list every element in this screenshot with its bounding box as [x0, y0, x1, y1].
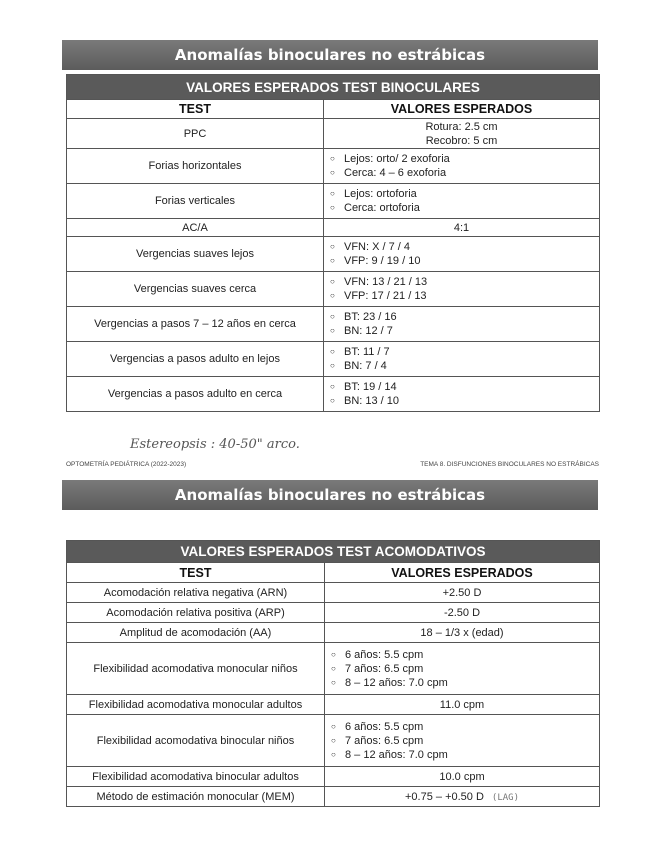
- expected-value-cell: [324, 119, 600, 149]
- table-row: [67, 643, 600, 695]
- expected-value-cell: [324, 184, 600, 219]
- value-item: ○ VFN: X / 7 / 4: [330, 240, 593, 254]
- test-name-cell: Flexibilidad acomodativa monocular niños: [67, 643, 325, 695]
- value-list: [330, 345, 593, 373]
- table-row: [67, 237, 600, 272]
- accommodative-table-body: [67, 583, 600, 807]
- test-name-cell: Acomodación relativa negativa (ARN): [67, 583, 325, 603]
- value-item: ○ Cerca: ortoforia: [330, 201, 593, 215]
- test-name-cell: Acomodación relativa positiva (ARP): [67, 603, 325, 623]
- value-item: ○ BT: 23 / 16: [330, 310, 593, 324]
- value-item: ○ BN: 12 / 7: [330, 324, 593, 338]
- test-name-cell: Flexibilidad acomodativa binocular niños: [67, 715, 325, 767]
- value-text: 11.0 cpm: [439, 698, 485, 711]
- value-list: [330, 240, 593, 268]
- value-item: ○ VFP: 9 / 19 / 10: [330, 254, 593, 268]
- expected-value-cell: [325, 623, 600, 643]
- expected-value-cell: [325, 583, 600, 603]
- handwritten-lag-note: (LAG): [491, 792, 519, 803]
- value-item: ○ VFN: 13 / 21 / 13: [330, 275, 593, 289]
- table-row: [67, 715, 600, 767]
- table-row: [67, 342, 600, 377]
- expected-value-cell: [324, 149, 600, 184]
- value-item: ○ Cerca: 4 – 6 exoforia: [330, 166, 593, 180]
- table-row: [67, 767, 600, 787]
- table-title-2: VALORES ESPERADOS TEST ACOMODATIVOS: [67, 541, 600, 563]
- table-row: [67, 219, 600, 237]
- header-course: OPTOMETRÍA PEDIÁTRICA (2022-2023): [66, 461, 187, 468]
- value-text: +2.50 D: [442, 586, 482, 599]
- expected-value-cell: [325, 767, 600, 787]
- value-text: 10.0 cpm: [439, 770, 485, 783]
- value-item: ○ BN: 13 / 10: [330, 394, 593, 408]
- expected-value-cell: [324, 272, 600, 307]
- test-name-cell: Flexibilidad acomodativa monocular adultos: [67, 695, 325, 715]
- value-item: ○ 8 – 12 años: 7.0 cpm: [331, 748, 593, 762]
- test-name-cell: Vergencias suaves cerca: [67, 272, 324, 307]
- table-row: [67, 272, 600, 307]
- expected-value-cell: [325, 603, 600, 623]
- value-text: 18 – 1/3 x (edad): [420, 626, 504, 639]
- column-header-values-2: VALORES ESPERADOS: [325, 563, 600, 583]
- test-name-cell: PPC: [67, 119, 324, 149]
- value-list: [331, 720, 593, 762]
- value-line: Recobro: 5 cm: [425, 134, 498, 147]
- test-name-cell: Vergencias suaves lejos: [67, 237, 324, 272]
- expected-value-cell: [324, 377, 600, 412]
- expected-value-cell: [325, 695, 600, 715]
- test-name-cell: Forias horizontales: [67, 149, 324, 184]
- expected-value-cell: [324, 219, 600, 237]
- value-list: [330, 152, 593, 180]
- test-name-cell: Forias verticales: [67, 184, 324, 219]
- test-name-cell: Método de estimación monocular (MEM): [67, 787, 325, 807]
- binocular-table-body: [67, 119, 600, 412]
- expected-value-cell: [325, 787, 600, 807]
- value-text: +0.75 – +0.50 D: [405, 790, 484, 803]
- column-header-test: TEST: [67, 100, 324, 119]
- table-row: [67, 149, 600, 184]
- table-row: [67, 184, 600, 219]
- value-item: ○ BT: 19 / 14: [330, 380, 593, 394]
- table-title: VALORES ESPERADOS TEST BINOCULARES: [67, 75, 600, 100]
- test-name-cell: AC/A: [67, 219, 324, 237]
- value-list: [331, 648, 593, 690]
- table-row: [67, 307, 600, 342]
- binocular-table-wrapper: [66, 74, 599, 412]
- value-list: [330, 187, 593, 215]
- table-row: [67, 583, 600, 603]
- table-row: [67, 119, 600, 149]
- test-name-cell: Vergencias a pasos adulto en lejos: [67, 342, 324, 377]
- value-item: ○ 8 – 12 años: 7.0 cpm: [331, 676, 593, 690]
- test-name-cell: Vergencias a pasos adulto en cerca: [67, 377, 324, 412]
- value-item: ○ Lejos: orto/ 2 exoforia: [330, 152, 593, 166]
- expected-value-cell: [325, 643, 600, 695]
- value-line: Rotura: 2.5 cm: [425, 120, 498, 133]
- handwritten-note: Estereopsis : 40-50" arco.: [130, 437, 300, 452]
- test-name-cell: Flexibilidad acomodativa binocular adultos: [67, 767, 325, 787]
- expected-value-cell: [324, 342, 600, 377]
- value-list: [330, 275, 593, 303]
- section-banner-2: Anomalías binoculares no estrábicas: [62, 480, 598, 510]
- test-name-cell: Vergencias a pasos 7 – 12 años en cerca: [67, 307, 324, 342]
- table-row: [67, 695, 600, 715]
- column-header-test-2: TEST: [67, 563, 325, 583]
- value-list: [330, 380, 593, 408]
- table-row: [67, 603, 600, 623]
- table-row: [67, 623, 600, 643]
- value-item: ○ 7 años: 6.5 cpm: [331, 734, 593, 748]
- binocular-tests-table: [66, 74, 600, 412]
- section-banner: Anomalías binoculares no estrábicas: [62, 40, 598, 70]
- test-name-cell: Amplitud de acomodación (AA): [67, 623, 325, 643]
- accommodative-table-wrapper: [66, 540, 599, 807]
- accommodative-tests-table: [66, 540, 600, 807]
- value-item: ○ 7 años: 6.5 cpm: [331, 662, 593, 676]
- table-row: [67, 787, 600, 807]
- value-item: ○ Lejos: ortoforia: [330, 187, 593, 201]
- value-item: ○ VFP: 17 / 21 / 13: [330, 289, 593, 303]
- expected-value-cell: [324, 237, 600, 272]
- value-list: [330, 310, 593, 338]
- value-text: -2.50 D: [443, 606, 481, 619]
- column-header-values: VALORES ESPERADOS: [324, 100, 600, 119]
- header-topic: TEMA 8. DISFUNCIONES BINOCULARES NO ESTRÁBICAS: [420, 461, 599, 468]
- value-item: ○ 6 años: 5.5 cpm: [331, 720, 593, 734]
- value-item: ○ BT: 11 / 7: [330, 345, 593, 359]
- value-item: ○ BN: 7 / 4: [330, 359, 593, 373]
- table-row: [67, 377, 600, 412]
- value-item: ○ 6 años: 5.5 cpm: [331, 648, 593, 662]
- expected-value-cell: [325, 715, 600, 767]
- expected-value-cell: [324, 307, 600, 342]
- value-text: 4:1: [453, 221, 470, 234]
- page-header: [66, 461, 599, 473]
